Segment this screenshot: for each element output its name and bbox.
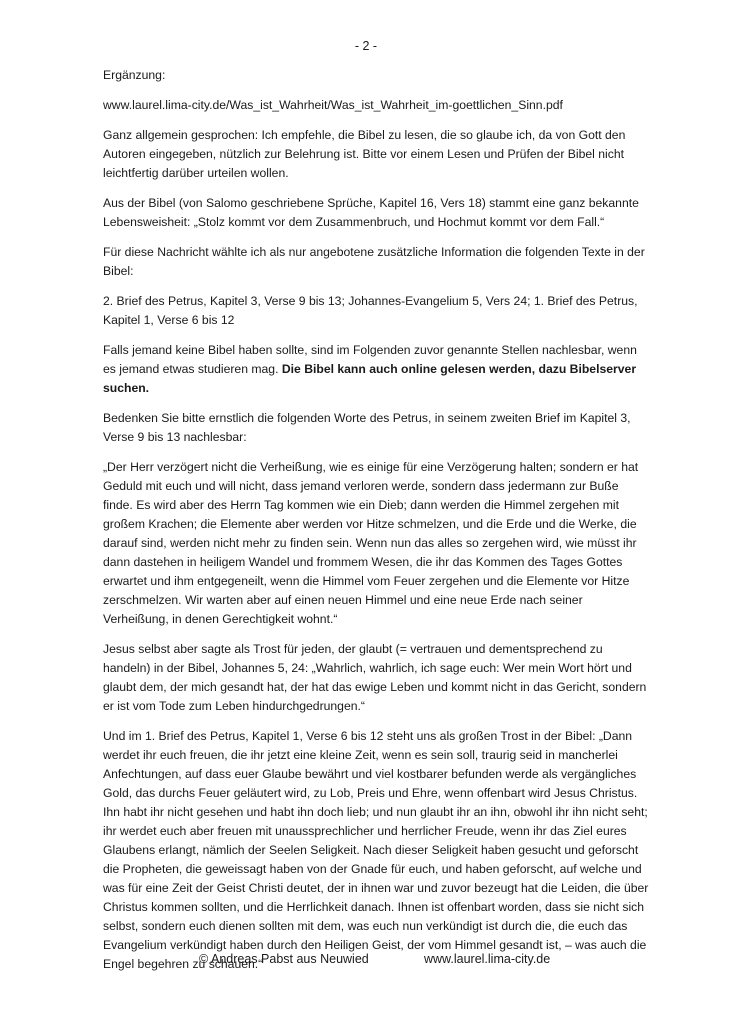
heading-ergaenzung: Ergänzung: — [103, 68, 166, 82]
paragraph-online-bible — [103, 341, 651, 398]
paragraph-petrus-intro: Bedenken Sie bitte ernstlich die folgenden Worte des Petrus, in seinem zweiten Brief im Kapitel 3, Verse 9 bis 13 nachlesbar: — [103, 411, 631, 444]
paragraph-johannes-5-24: Jesus selbst aber sagte als Trost für jeden, der glaubt (= vertrauen und dementsprechend zu handeln) in der Bibel, Johannes 5, 24: „Wahrlich, wahrlich, ich sage euch: Wer mein Wort hört und glaubt dem, der mich gesandt hat, der hat das ewige Leben und kommt nicht in das Gericht, sondern er ist vom Tode zum Leben hindurchgedrungen.“ — [103, 642, 647, 713]
paragraph-texts-intro: Für diese Nachricht wählte ich als nur angebotene zusätzliche Information die folgenden Texte in der Bibel: — [103, 245, 645, 278]
footer-website: www.laurel.lima-city.de — [424, 952, 551, 966]
page-number: - 2 - — [354, 39, 378, 53]
paragraph-1-petrus-1: Und im 1. Brief des Petrus, Kapitel 1, Verse 6 bis 12 steht uns als großen Trost in der Bibel: „Dann werdet ihr euch freuen, die ihr jetzt eine kleine Zeit, wenn es sein soll, traurig seid in mancherlei Anfechtungen, auf dass euer Glaube bewährt und viel kostbarer befunden werde als vergängliches Gold, das durchs Feuer geläutert wird, zu Lob, Preis und Ehre, wenn offenbart wird Jesus Christus. Ihn habt ihr nicht gesehen und habt ihn doch lieb; und nun glaubt ihr an ihn, obwohl ihr ihn nicht seht; ihr werdet euch aber freuen mit unaussprechlicher und herrlicher Freude, wenn ihr das Ziel eures Glaubens erlangt, nämlich der Seelen Seligkeit. Nach dieser Seligkeit haben gesucht und geforscht die Propheten, die geweissagt haben von der Gnade für euch, und haben geforscht, auf welche und was für eine Zeit der Geist Christi deutet, der in ihnen war und zuvor bezeugt hat die Leiden, die über Christus kommen sollten, und die Herrlichkeit danach. Ihnen ist offenbart worden, dass sie nicht sich selbst, sondern euch dienen sollten mit dem, was euch nun verkündigt ist durch die, die euch das Evangelium verkündigt haben durch den Heiligen Geist, der vom Himmel gesandt ist, – was auch die Engel begehren zu schauen.“ — [103, 729, 649, 971]
reference-url: www.laurel.lima-city.de/Was_ist_Wahrheit/Was_ist_Wahrheit_im-goettlichen_Sinn.pdf — [103, 98, 563, 112]
footer-author: © Andreas Pabst aus Neuwied — [199, 952, 369, 966]
paragraph-references: 2. Brief des Petrus, Kapitel 3, Verse 9 bis 13; Johannes-Evangelium 5, Vers 24; 1. Brief des Petrus, Kapitel 1, Verse 6 bis 12 — [103, 294, 638, 327]
paragraph-proverbs: Aus der Bibel (von Salomo geschriebene Sprüche, Kapitel 16, Vers 18) stammt eine ganz bekannte Lebensweisheit: „Stolz kommt vor dem Zusammenbruch, und Hochmut kommt vor dem Fall.“ — [103, 196, 639, 229]
document-body — [103, 66, 651, 985]
quote-2-petrus-3: „Der Herr verzögert nicht die Verheißung, wie es einige für eine Verzögerung halten; sondern er hat Geduld mit euch und will nicht, dass jemand verloren werde, sondern dass jedermann zur Buße finde. Es wird aber des Herrn Tag kommen wie ein Dieb; dann werden die Himmel zergehen mit großem Krachen; die Elemente aber werden vor Hitze schmelzen, und die Erde und die Werke, die darauf sind, werden nicht mehr zu finden sein. Wenn nun das alles so zergehen wird, wie müsst ihr dann dastehen in heiligem Wandel und frommem Wesen, die ihr das Kommen des Tages Gottes erwartet und ihm entgegeneilt, wenn die Himmel vom Feuer zergehen und die Elemente vor Hitze zerschmelzen. Wir warten aber auf einen neuen Himmel und eine neue Erde nach seiner Verheißung, in denen Gerechtigkeit wohnt.“ — [103, 460, 639, 626]
paragraph-recommendation: Ganz allgemein gesprochen: Ich empfehle, die Bibel zu lesen, die so glaube ich, da von Gott den Autoren eingegeben, nützlich zur Belehrung ist. Bitte vor einem Lesen und Prüfen der Bibel nicht leichtfertig darüber urteilen wollen. — [103, 128, 626, 180]
online-bible-text: Falls jemand keine Bibel haben sollte, sind im Folgenden zuvor genannte Stellen nachlesbar, wenn es jemand etwas studieren mag. — [103, 343, 637, 376]
online-bible-bold-note: Die Bibel kann auch online gelesen werden, dazu Bibelserver suchen. — [103, 362, 637, 395]
page-footer — [0, 950, 732, 968]
